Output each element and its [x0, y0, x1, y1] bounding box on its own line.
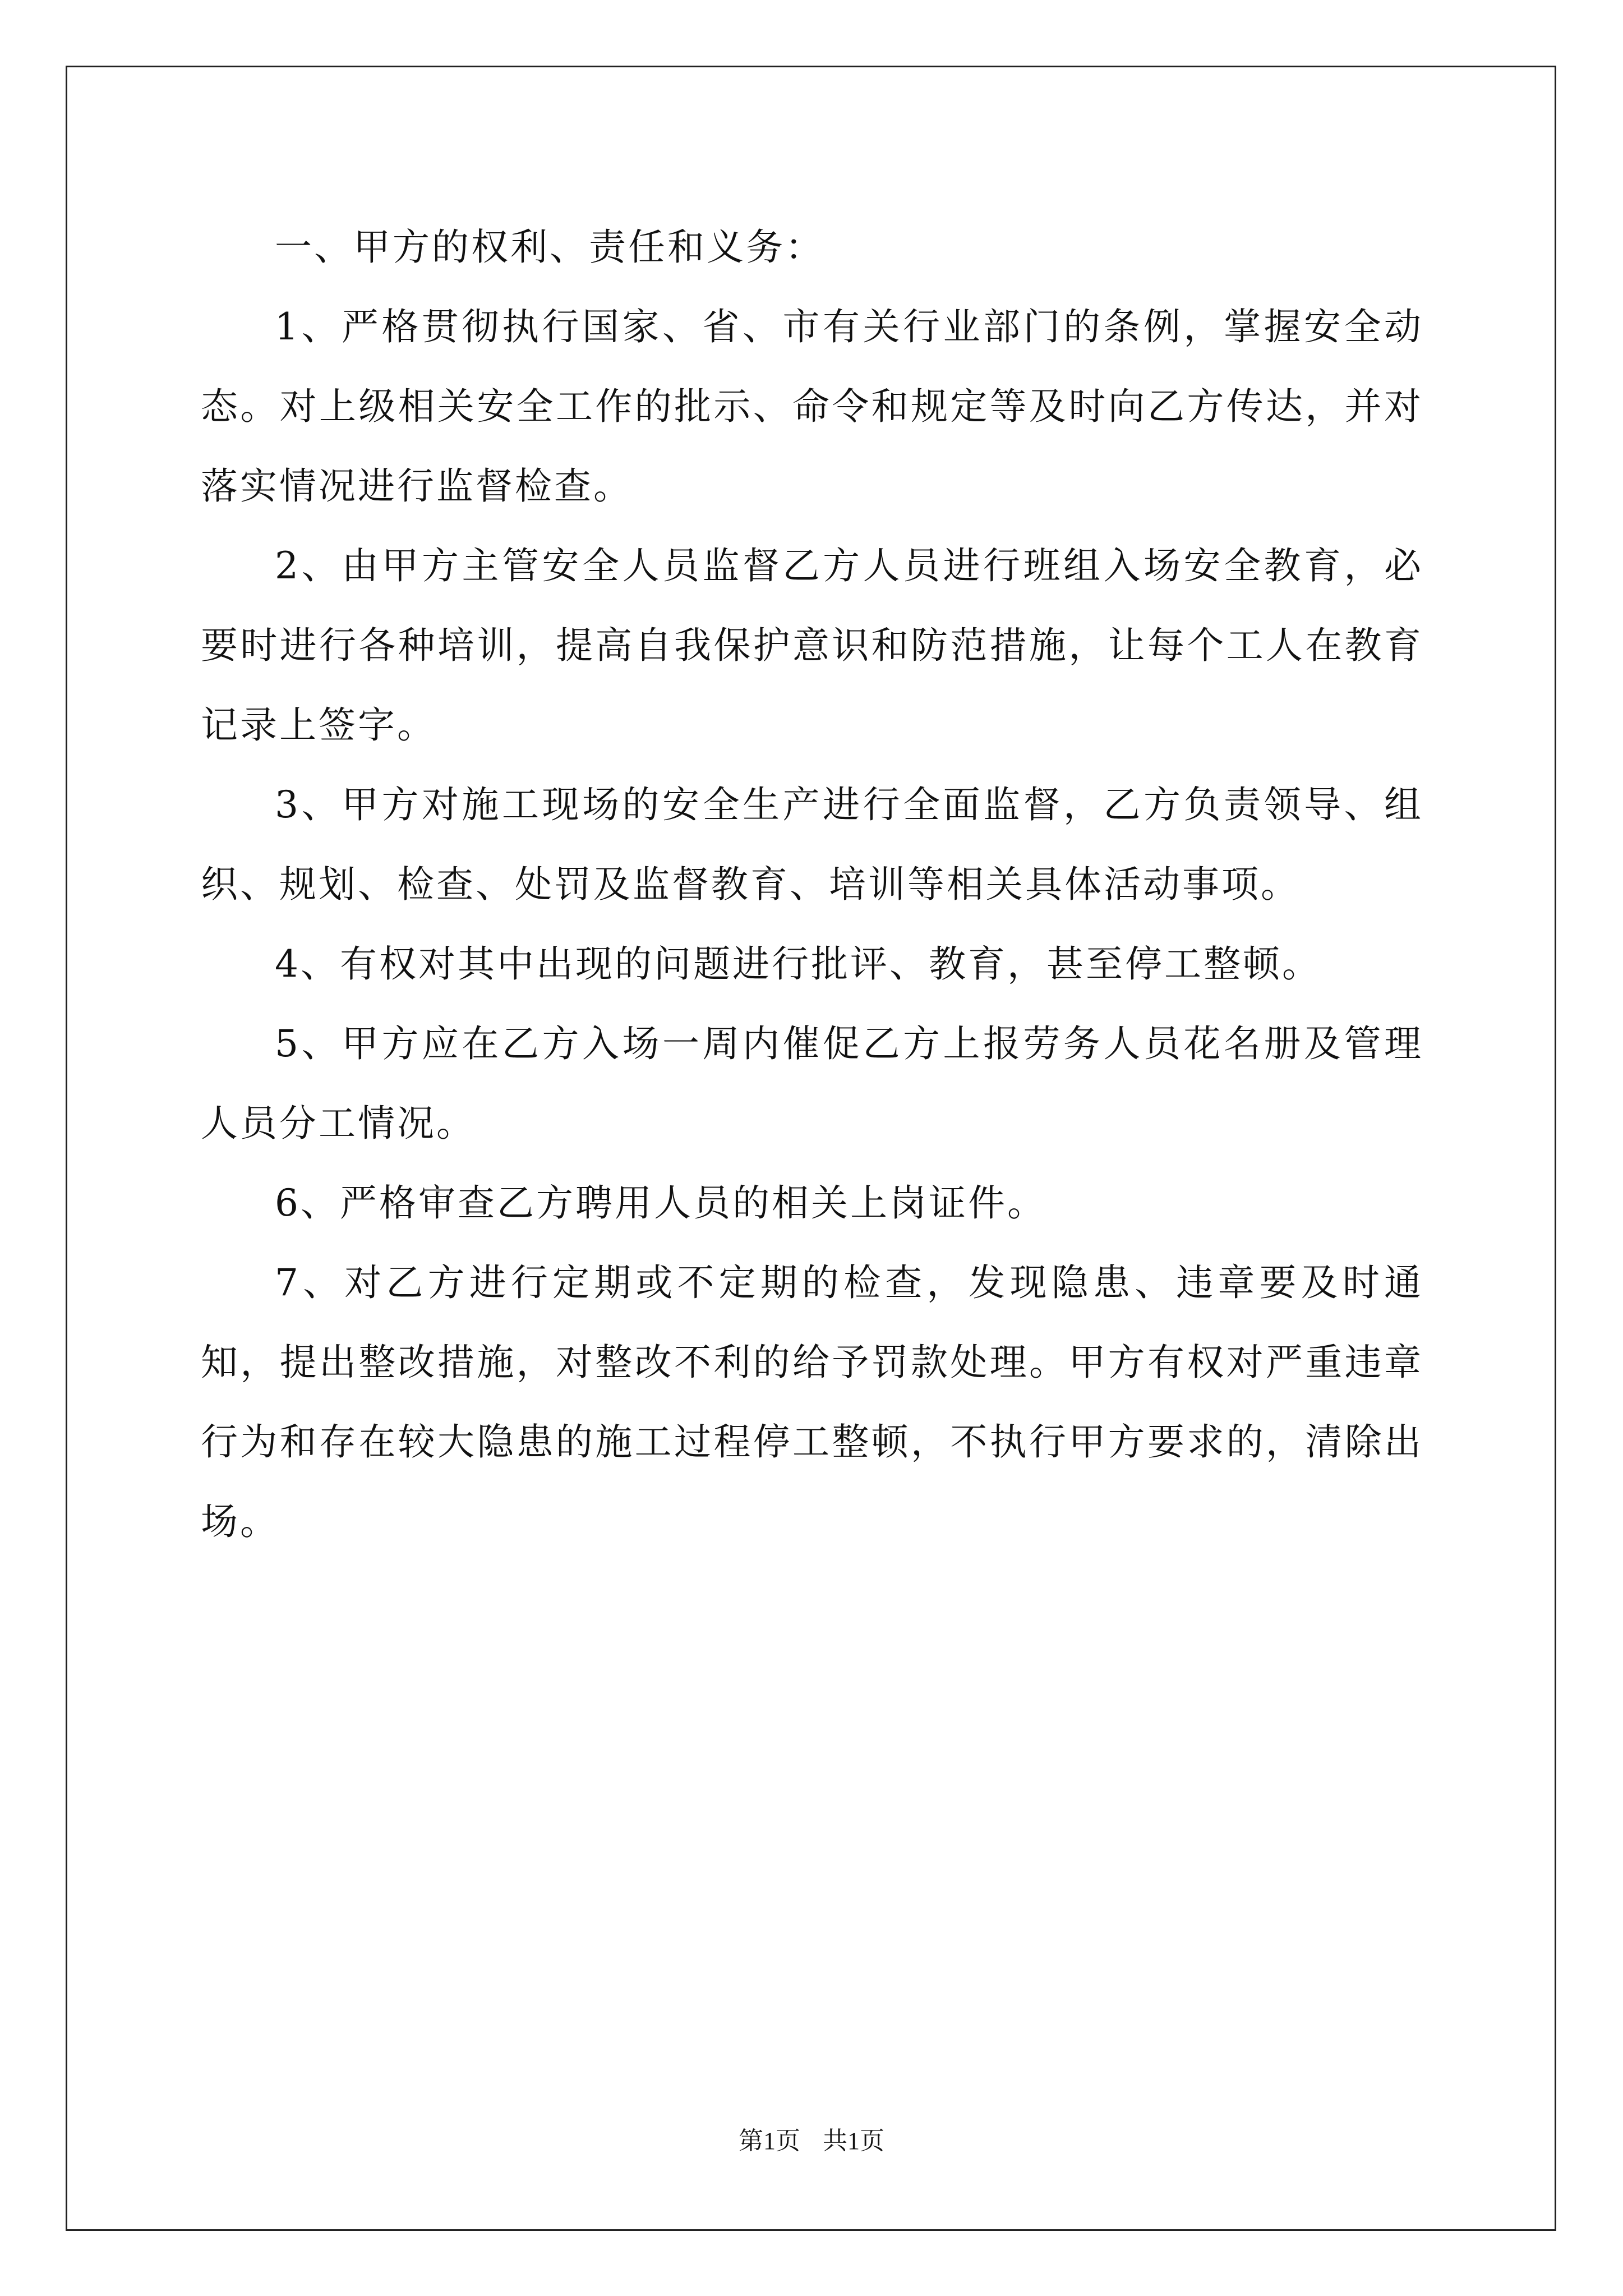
clause-6: 6、严格审查乙方聘用人员的相关上岗证件。 [275, 1181, 1046, 1225]
page-total: 共1页 [823, 2127, 884, 2155]
document-body [201, 208, 1423, 1562]
clause-4: 4、有权对其中出现的问题进行批评、教育，甚至停工整顿。 [275, 942, 1321, 986]
page-footer [0, 2120, 1623, 2156]
clause-1: 1、严格贯彻执行国家、省、市有关行业部门的条例，掌握安全动态。对上级相关安全工作的批示、命令和规定等及时向乙方传达，并对落实情况进行监督检查。 [201, 305, 1423, 508]
section-heading: 一、甲方的权利、责任和义务： [275, 226, 824, 269]
clause-2: 2、由甲方主管安全人员监督乙方人员进行班组入场安全教育，必要时进行各种培训，提高自我保护意识和防范措施，让每个工人在教育记录上签字。 [201, 544, 1423, 747]
page-number: 第1页 [739, 2127, 800, 2155]
clause-5: 5、甲方应在乙方入场一周内催促乙方上报劳务人员花名册及管理人员分工情况。 [201, 1022, 1423, 1145]
clause-7: 7、对乙方进行定期或不定期的检查，发现隐患、违章要及时通知，提出整改措施，对整改不利的给予罚款处理。甲方有权对严重违章行为和存在较大隐患的施工过程停工整顿，不执行甲方要求的，清除出场。 [201, 1261, 1423, 1543]
clause-3: 3、甲方对施工现场的安全生产进行全面监督，乙方负责领导、组织、规划、检查、处罚及监督教育、培训等相关具体活动事项。 [201, 783, 1423, 906]
